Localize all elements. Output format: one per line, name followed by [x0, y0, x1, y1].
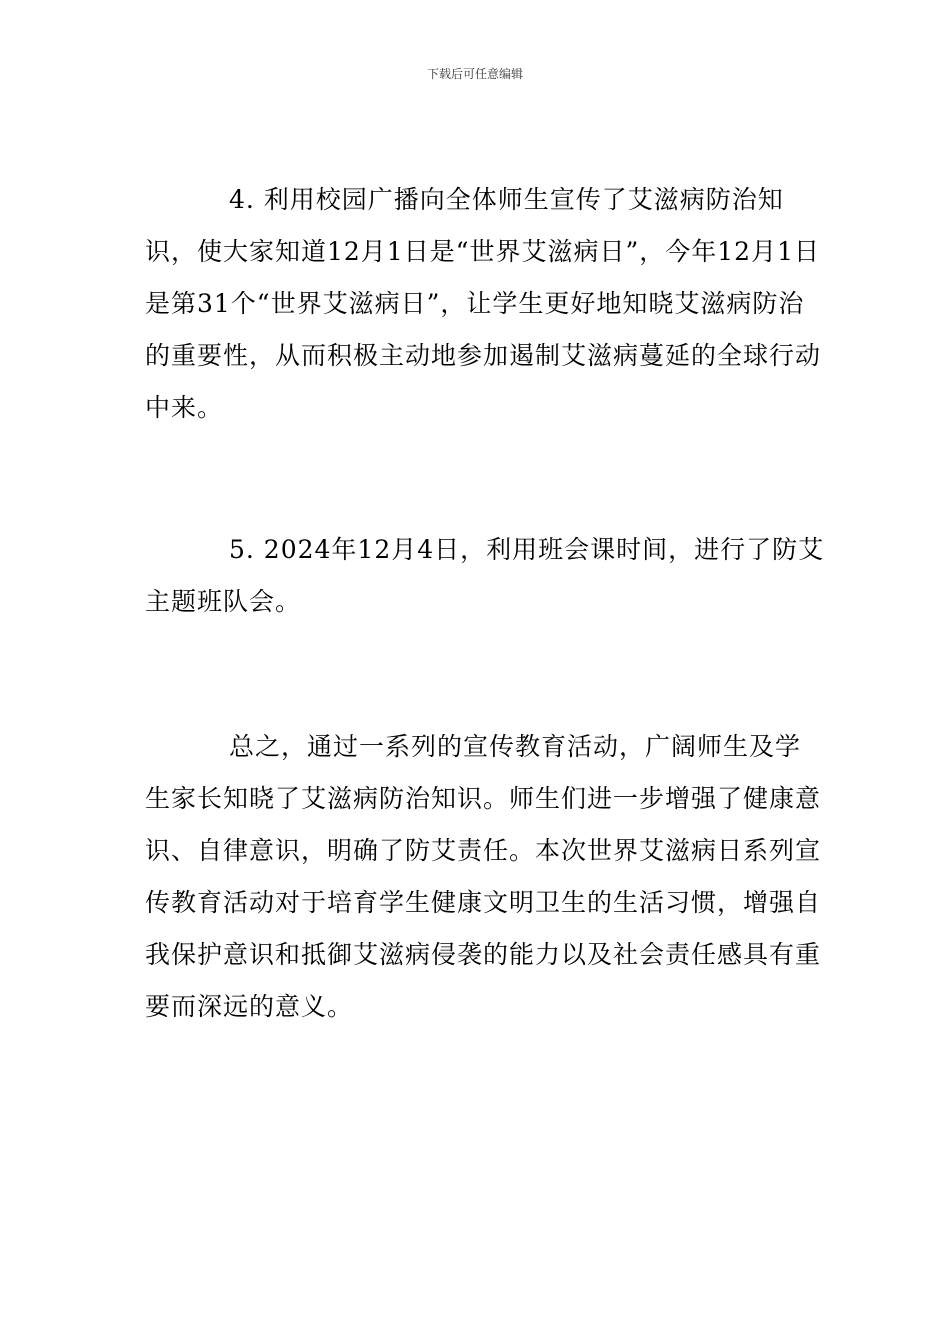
paragraph-item-5: 5. 2024年12月4日，利用班会课时间，进行了防艾主题班队会。 [145, 535, 825, 616]
paragraph-summary: 总之，通过一系列的宣传教育活动，广阔师生及学生家长知晓了艾滋病防治知识。师生们进一步增强了健康意识、自律意识，明确了防艾责任。本次世界艾滋病日系列宣传教育活动对于培育学生健康文明卫生的生活习惯，增强自我保护意识和抵御艾滋病侵袭的能力以及社会责任感具有重要而深远的意义。 [145, 732, 822, 1021]
paragraph-item-4: 4. 利用校园广播向全体师生宣传了艾滋病防治知识，使大家知道12月1日是“世界艾滋病日”，今年12月1日是第31个“世界艾滋病日”，让学生更好地知晓艾滋病防治的重要性，从而积极主动地参加遏制艾滋病蔓延的全球行动中来。 [145, 185, 822, 422]
page-header: 下载后可任意编辑 [426, 67, 523, 81]
